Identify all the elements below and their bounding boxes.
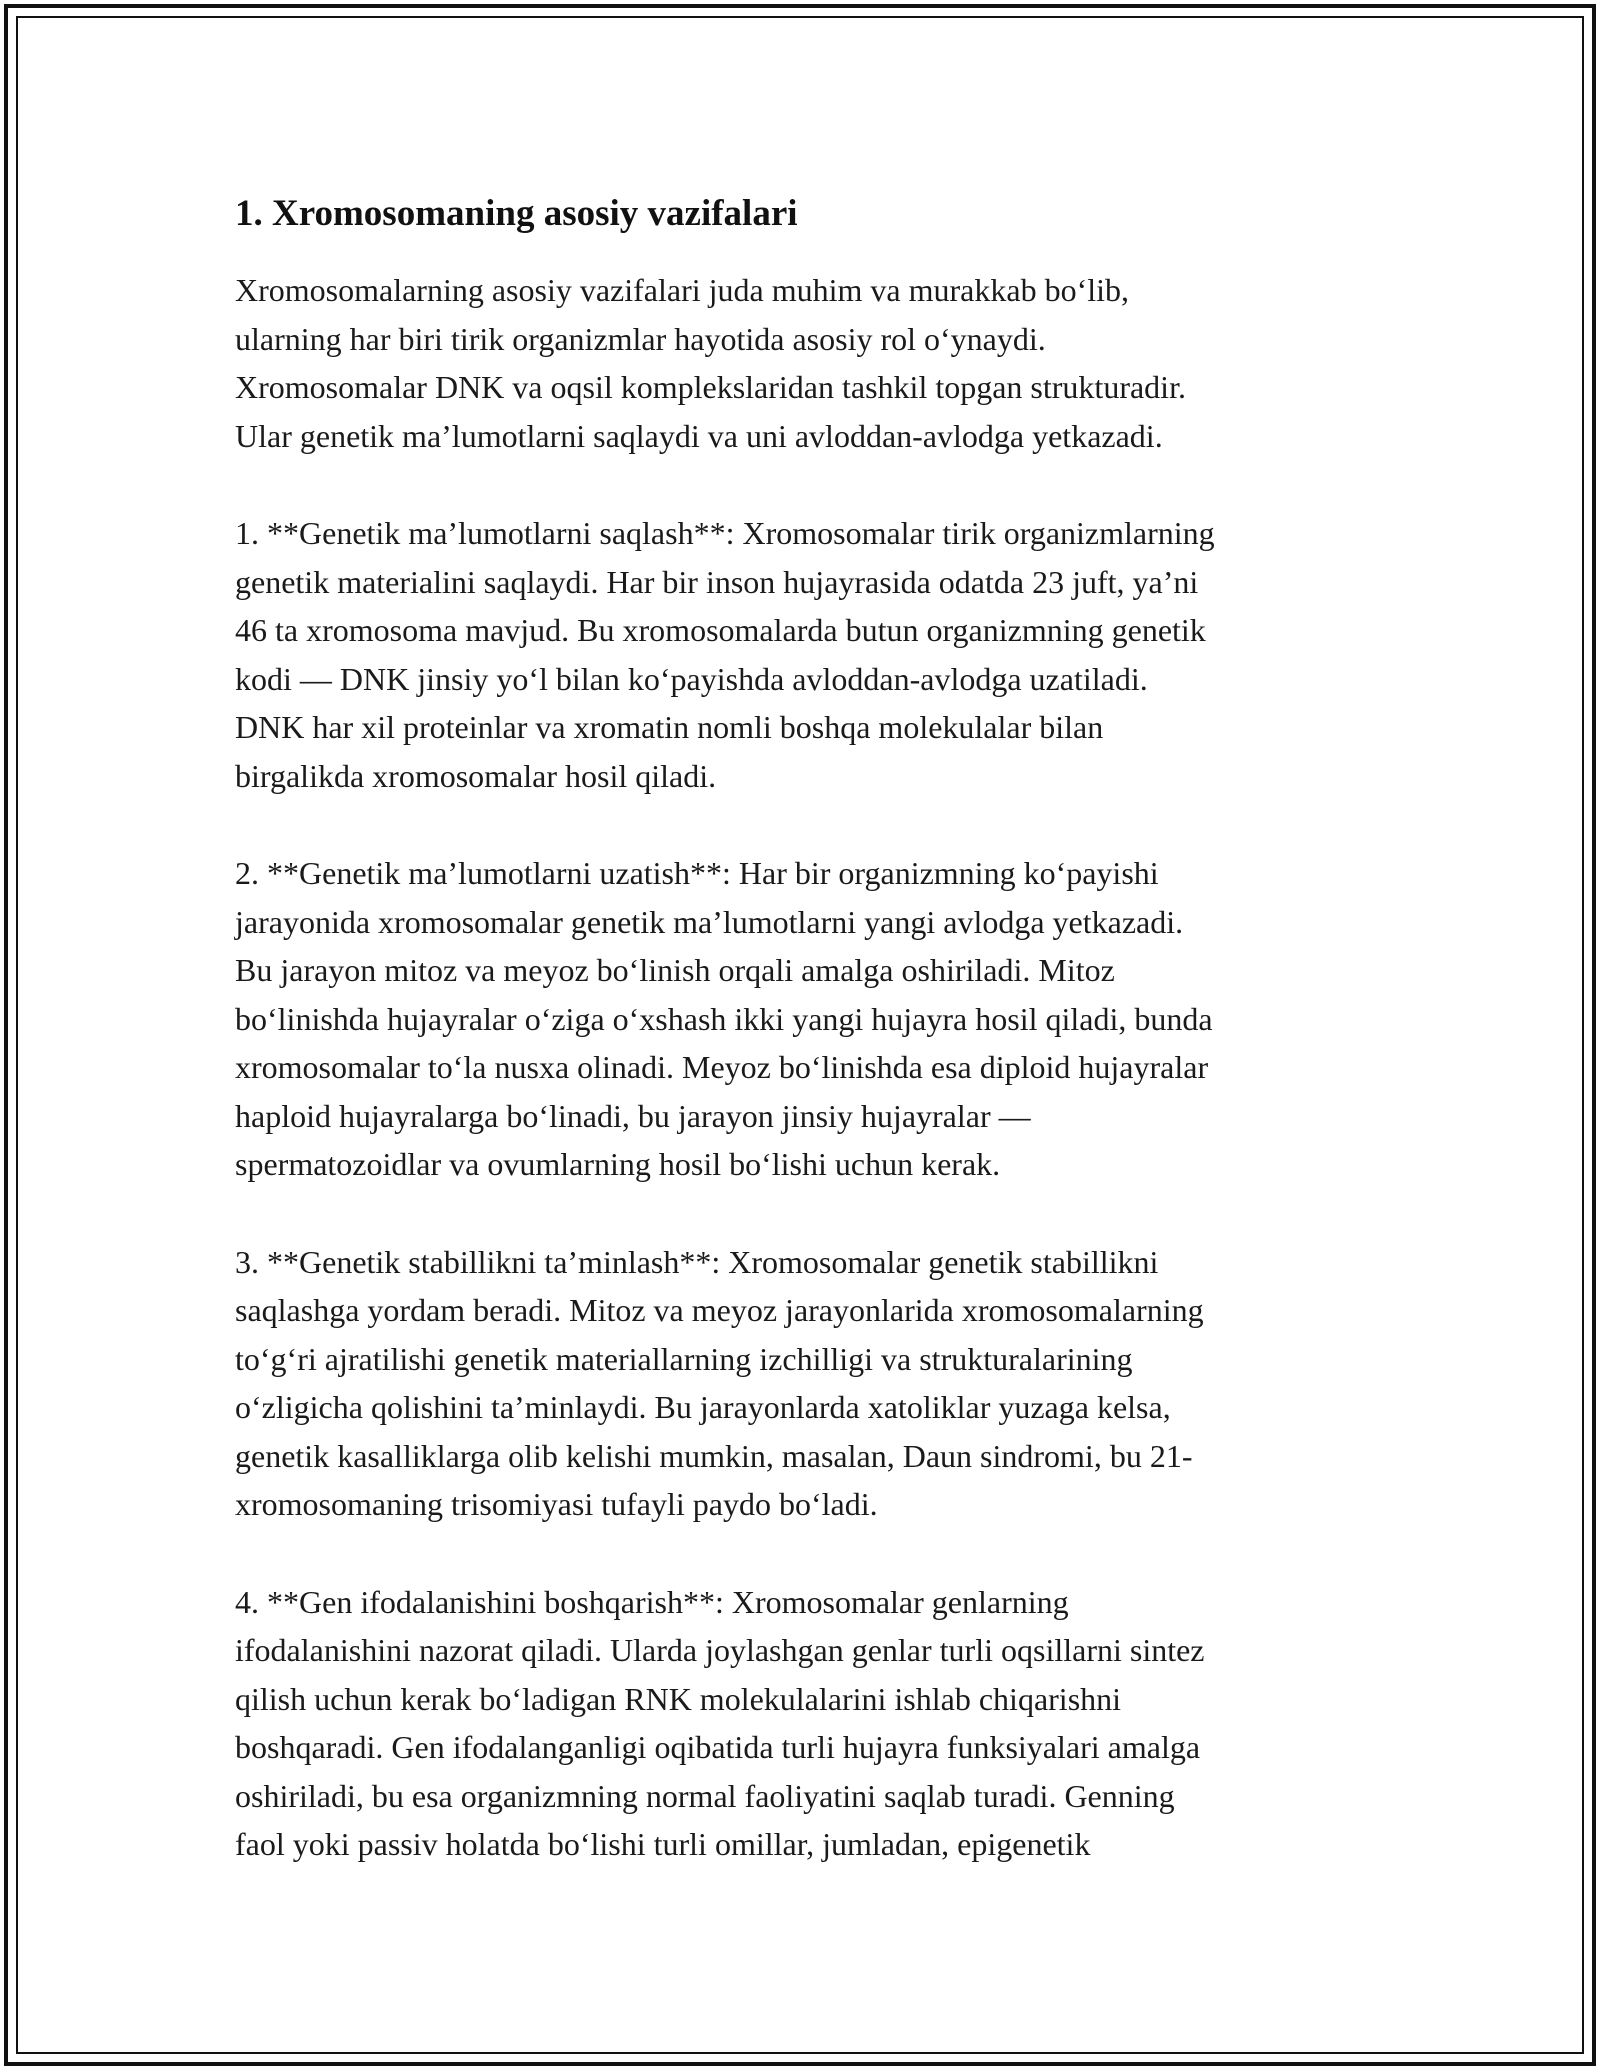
paragraph-line: xromosomalar to‘la nusxa olinadi. Meyoz bo‘linishda esa diploid hujayralar <box>235 1049 1209 1085</box>
paragraph-line: Ular genetik ma’lumotlarni saqlaydi va uni avloddan-avlodga yetkazadi. <box>235 417 1163 454</box>
paragraph-line: Bu jarayon mitoz va meyoz bo‘linish orqali amalga oshiriladi. Mitoz <box>235 952 1115 988</box>
paragraph-line: haploid hujayralarga bo‘linadi, bu jarayon jinsiy hujayralar — <box>235 1097 1031 1134</box>
paragraph-line: 3. **Genetik stabillikni ta’minlash**: Xromosomalar genetik stabillikni <box>235 1243 1159 1280</box>
paragraph-line: 2. **Genetik ma’lumotlarni uzatish**: Har bir organizmning ko‘payishi <box>235 855 1159 891</box>
paragraph-line: o‘zligicha qolishini ta’minlaydi. Bu jarayonlarda xatoliklar yuzaga kelsa, <box>235 1389 1171 1425</box>
paragraph-line: DNK har xil proteinlar va xromatin nomli boshqa molekulalar bilan <box>235 709 1104 745</box>
paragraph-line: qilish uchun kerak bo‘ladigan RNK molekulalarini ishlab chiqarishni <box>235 1680 1122 1717</box>
document-body <box>235 188 1385 1918</box>
paragraph-line: 1. **Genetik ma’lumotlarni saqlash**: Xromosomalar tirik organizmlarning <box>235 515 1215 551</box>
paragraph-line: Xromosomalar DNK va oqsil komplekslaridan tashkil topgan strukturadir. <box>235 369 1186 405</box>
paragraph-line: bo‘linishda hujayralar o‘ziga o‘xshash ikki yangi hujayra hosil qiladi, bunda <box>235 1000 1213 1037</box>
paragraph-line: oshiriladi, bu esa organizmning normal faoliyatini saqlab turadi. Genning <box>235 1777 1175 1814</box>
paragraph-line: to‘g‘ri ajratilishi genetik materiallarning izchilligi va strukturalarining <box>235 1340 1133 1377</box>
list-item-3-paragraph <box>235 1238 1385 1529</box>
paragraph-line: genetik kasalliklarga olib kelishi mumkin, masalan, Daun sindromi, bu 21- <box>235 1437 1193 1474</box>
paragraph-line: faol yoki passiv holatda bo‘lishi turli omillar, jumladan, epigenetik <box>235 1826 1091 1862</box>
paragraph-line: Xromosomalarning asosiy vazifalari juda muhim va murakkab bo‘lib, <box>235 272 1129 308</box>
paragraph-line: saqlashga yordam beradi. Mitoz va meyoz jarayonlarida xromosomalarning <box>235 1292 1204 1328</box>
list-item-2-paragraph <box>235 849 1385 1189</box>
paragraph-line: kodi — DNK jinsiy yo‘l bilan ko‘payishda avloddan-avlodga uzatiladi. <box>235 660 1148 697</box>
list-item-1-paragraph <box>235 509 1385 800</box>
paragraph-line: jarayonida xromosomalar genetik ma’lumotlarni yangi avlodga yetkazadi. <box>235 903 1184 940</box>
paragraph-line: genetik materialini saqlaydi. Har bir inson hujayrasida odatda 23 juft, ya’ni <box>235 563 1199 600</box>
paragraph-line: boshqaradi. Gen ifodalanganligi oqibatida turli hujayra funksiyalari amalga <box>235 1729 1201 1765</box>
paragraph-line: 4. **Gen ifodalanishini boshqarish**: Xromosomalar genlarning <box>235 1583 1069 1620</box>
list-item-4-paragraph <box>235 1578 1385 1869</box>
paragraph-line: 46 ta xromosoma mavjud. Bu xromosomalarda butun organizmning genetik <box>235 612 1206 648</box>
document-title: 1. Xromosomaning asosiy vazifalari <box>235 193 798 234</box>
intro-paragraph <box>235 266 1385 460</box>
paragraph-line: ularning har biri tirik organizmlar hayotida asosiy rol o‘ynaydi. <box>235 320 1046 357</box>
paragraph-line: spermatozoidlar va ovumlarning hosil bo‘lishi uchun kerak. <box>235 1146 1001 1182</box>
paragraph-line: ifodalanishini nazorat qiladi. Ularda joylashgan genlar turli oqsillarni sintez <box>235 1632 1205 1668</box>
paragraph-line: birgalikda xromosomalar hosil qiladi. <box>235 757 717 794</box>
paragraph-line: xromosomaning trisomiyasi tufayli paydo bo‘ladi. <box>235 1486 878 1522</box>
